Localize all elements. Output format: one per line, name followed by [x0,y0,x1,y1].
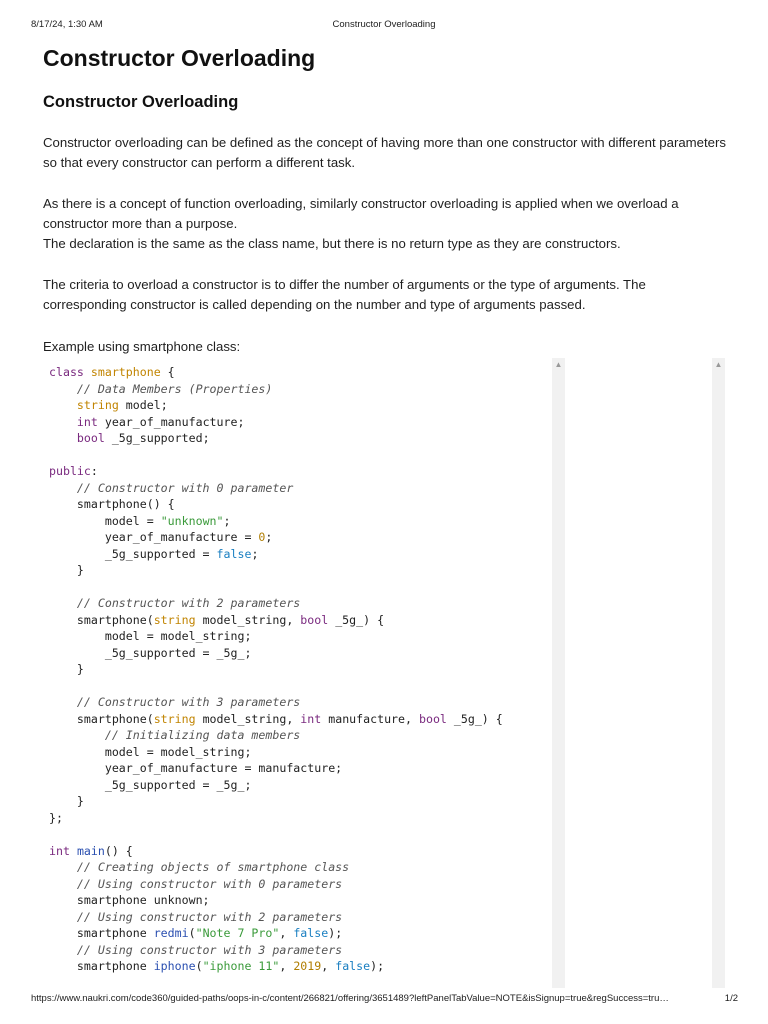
print-url: https://www.naukri.com/code360/guided-paths/oops-in-c/content/266821/offering/3651489?leftPanelTabValue=NOTE&isSignup=true&regSuccess=tru… [31,993,669,1004]
paragraph-function-overloading: As there is a concept of function overloading, similarly constructor overloading is applied when we overload a constructor more than a purpose. [43,196,679,232]
print-title: Constructor Overloading [332,19,436,30]
chevron-up-icon[interactable]: ▲ [554,360,563,369]
paragraph-definition: Constructor overloading can be defined as the concept of having more than one constructor with different parameters so that every constructor can perform a different task. [43,135,726,171]
code-block[interactable] [43,358,728,988]
outer-scrollbar[interactable] [712,358,725,988]
print-timestamp: 8/17/24, 1:30 AM [31,19,103,30]
print-footer [0,993,768,1007]
paragraph-criteria: The criteria to overload a constructor is to differ the number of arguments or the type of arguments. The corresponding constructor is called depending on the number and type of arguments passed. [43,277,646,313]
code-scrollbar[interactable] [552,358,565,988]
page-number: 1/2 [724,993,738,1004]
paragraph-example-intro: Example using smartphone class: [43,339,241,354]
article [43,44,733,354]
code-content: class smartphone { // Data Members (Properties) string model; int year_of_manufacture; bool _5g_supported; public: // Constructor with 0 parameter smartphone() { model = "unknown"; year_of_manufacture = 0; _5g_supported = false; } // Constructor with 2 parameters smartphone(string model_string, bool _5g_) { model = model_string; _5g_supported = _5g_; } // Constructor with 3 parameters smartphone(string model_string, int manufacture, bool _5g_) { // Initializing data members model = model_string; year_of_manufacture = manufacture; _5g_supported = _5g_; } }; int main() { // Creating objects of smartphone class // Using constructor with 0 parameters smartphone unknown; // Using constructor with 2 parameters smartphone redmi("Note 7 Pro", false); // Using constructor with 3 parameters smartphone iphone("iphone 11", 2019, false); [49,365,503,973]
chevron-up-icon[interactable]: ▲ [714,360,723,369]
section-heading: Constructor Overloading [43,93,239,111]
print-header [0,19,768,33]
page-title: Constructor Overloading [43,45,316,71]
paragraph-declaration: The declaration is the same as the class name, but there is no return type as they are constructors. [43,236,621,251]
